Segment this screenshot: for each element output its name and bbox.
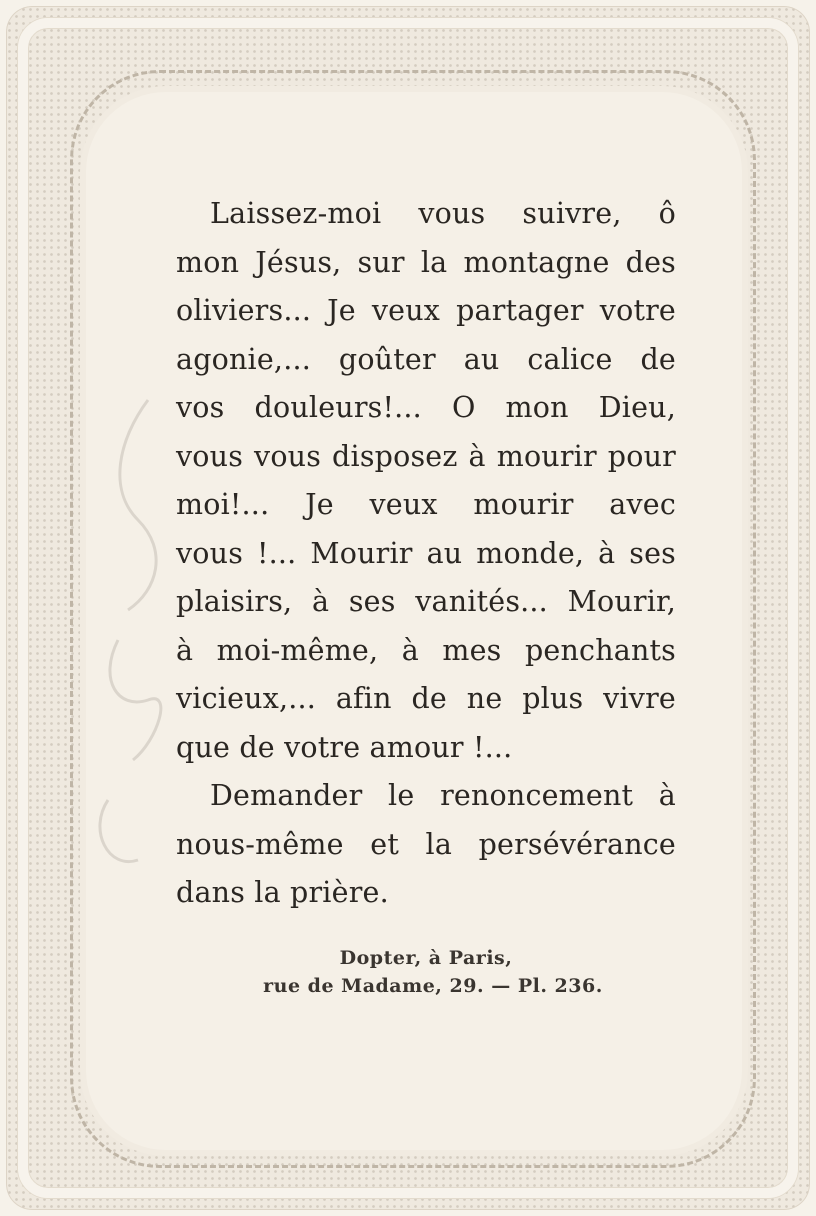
resolution-line: dans la prière. [176,876,389,909]
prayer-line: moi!... Je veux mourir avec [176,488,676,521]
publisher-imprint [176,944,676,1000]
prayer-line: oliviers... Je veux partager votre [176,294,676,327]
prayer-line: vos douleurs!... O mon Dieu, [176,391,676,424]
prayer-line: vicieux,... afin de ne plus vivre [176,682,676,715]
prayer-line: vous vous disposez à mourir pour [176,439,676,473]
prayer-line: vous !... Mourir au monde, à ses [176,536,676,570]
prayer-text [176,190,676,918]
pencil-scribble [78,380,188,900]
resolution-line: nous-même et la persévérance [176,827,676,861]
prayer-line: mon Jésus, sur la montagne des [176,245,676,279]
prayer-line: agonie,... goûter au calice de [176,342,676,376]
prayer-line: à moi-même, à mes penchants [176,633,676,667]
resolution-line: Demander le renoncement à [210,779,676,812]
prayer-line: plaisirs, à ses vanités... Mourir, [176,585,676,618]
imprint-line-1: Dopter, à Paris, [339,947,513,969]
prayer-line: que de votre amour !... [176,730,513,764]
prayer-line: Laissez-moi vous suivre, ô [210,197,676,230]
imprint-line-2: rue de Madame, 29. — Pl. 236. [263,975,603,997]
